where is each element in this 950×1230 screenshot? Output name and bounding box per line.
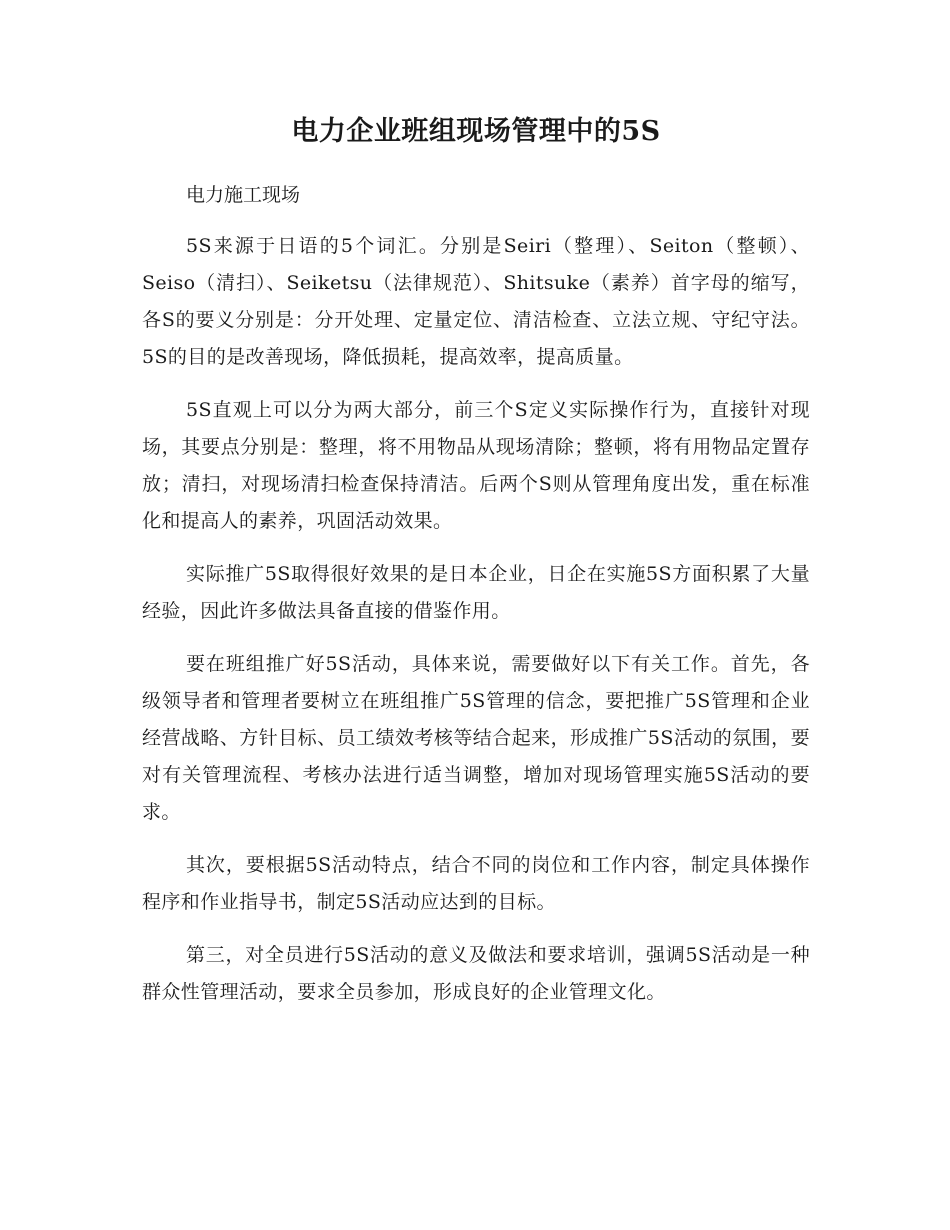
paragraph-5: 其次，要根据5S活动特点，结合不同的岗位和工作内容，制定具体操作程序和作业指导书，制定5S活动应达到的目标。 bbox=[142, 854, 810, 913]
document-subtitle: 电力施工现场 bbox=[186, 184, 301, 206]
document-title: 电力企业班组现场管理中的5S bbox=[291, 116, 661, 147]
paragraph-1: 5S来源于日语的5个词汇。分别是Seiri（整理）、Seiton（整顿）、Seiso（清扫）、Seiketsu（法律规范）、Shitsuke（素养）首字母的缩写，各S的要义分别是：分开处理、定量定位、清洁检查、立法立规、守纪守法。5S的目的是改善现场，降低损耗，提高效率，提高质量。 bbox=[142, 235, 810, 368]
paragraph-3: 实际推广5S取得很好效果的是日本企业，日企在实施5S方面积累了大量经验，因此许多做法具备直接的借鉴作用。 bbox=[142, 563, 810, 622]
paragraph-4: 要在班组推广好5S活动，具体来说，需要做好以下有关工作。首先，各级领导者和管理者要树立在班组推广5S管理的信念，要把推广5S管理和企业经营战略、方针目标、员工绩效考核等结合起来，形成推广5S活动的氛围，要对有关管理流程、考核办法进行适当调整，增加对现场管理实施5S活动的要求。 bbox=[142, 653, 810, 823]
paragraph-6: 第三，对全员进行5S活动的意义及做法和要求培训，强调5S活动是一种群众性管理活动，要求全员参加，形成良好的企业管理文化。 bbox=[142, 944, 810, 1003]
paragraph-2: 5S直观上可以分为两大部分，前三个S定义实际操作行为，直接针对现场，其要点分别是：整理，将不用物品从现场清除；整顿，将有用物品定置存放；清扫，对现场清扫检查保持清洁。后两个S则从管理角度出发，重在标准化和提高人的素养，巩固活动效果。 bbox=[142, 399, 810, 532]
document-page bbox=[142, 112, 810, 1027]
